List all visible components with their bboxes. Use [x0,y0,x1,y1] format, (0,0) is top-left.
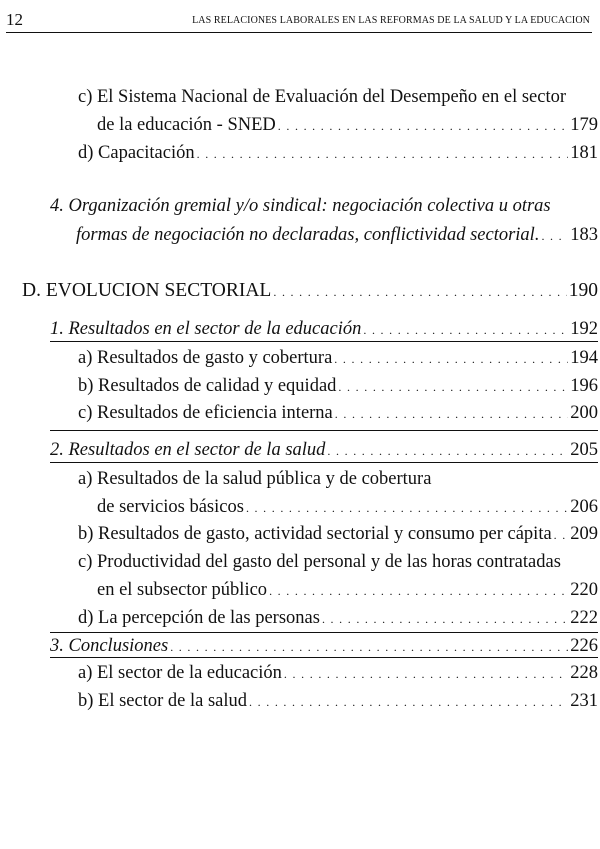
dot-leader [338,374,568,400]
toc-entry-text: a) El sector de la educación [78,663,282,683]
toc-entry-text: b) Resultados de calidad y equidad [78,376,337,396]
running-header [6,10,592,33]
toc-entry-text: c) Resultados de eficiencia interna [78,403,333,423]
dot-leader [335,401,568,427]
toc-page-number: 181 [570,143,598,163]
toc-page-number: 220 [570,580,598,600]
dot-leader [554,522,569,548]
dot-leader [334,346,568,372]
divider-line [50,462,598,463]
running-title: LAS RELACIONES LABORALES EN LAS REFORMAS DE LA SALUD Y LA EDUCACION [192,15,590,26]
toc-page-number: 205 [570,440,598,460]
toc-entry-text: c) Productividad del gasto del personal y de las horas contratadas [78,552,561,572]
toc-page-number: 209 [570,524,598,544]
page-number: 12 [6,10,23,29]
toc-page-number: 192 [570,319,598,339]
dot-leader [322,606,568,632]
toc-entry-text: c) El Sistema Nacional de Evaluación del Desempeño en el sector [78,87,567,107]
toc-entry-text: 3. Conclusiones [50,636,169,656]
toc-page-number: 226 [570,636,598,656]
toc-entry-eficiencia-interna [78,400,598,426]
toc-entry-text: d) Capacitación [78,143,195,163]
toc-entry-percepcion [78,605,598,631]
dot-leader [541,223,568,249]
toc-entry-text: en el subsector público [97,580,268,600]
toc-entry-productividad-line1 [78,549,598,575]
toc-page-number: 206 [570,497,598,517]
toc-page-number: 222 [570,608,598,628]
toc-entry-text: d) La percepción de las personas [78,608,320,628]
dot-leader [249,689,568,715]
toc-entry-organizacion [76,222,598,248]
toc-page-number: 194 [570,348,598,368]
dot-leader [197,141,569,167]
toc-entry-sned [97,112,598,138]
toc-entry-gasto-actividad [78,521,598,547]
toc-entry-text: b) El sector de la salud [78,691,248,711]
toc-entry-sector-educacion [78,660,598,686]
dot-leader [284,661,568,687]
dot-leader [269,578,568,604]
toc-section-evolucion-sectorial [22,278,598,304]
toc-entry-capacitacion [78,140,598,166]
toc-page-number: 231 [570,691,598,711]
dot-leader [327,438,568,464]
toc-entry-resultados-salud [50,437,598,463]
toc-entry-text: b) Resultados de gasto, actividad sectorial y consumo per cápita [78,524,552,544]
toc-entry-sector-salud [78,688,598,714]
toc-entry-text: de servicios básicos [97,497,244,517]
divider-line [50,341,598,342]
toc-entry-text: a) Resultados de la salud pública y de cobertura [78,469,432,489]
toc-page-number: 190 [568,280,598,301]
toc-entry-productividad [97,577,598,603]
toc-page-number: 228 [570,663,598,683]
toc-entry-text: de la educación - SNED [97,115,276,135]
dot-leader [363,317,568,343]
dot-leader [273,279,566,305]
toc-entry-text: 2. Resultados en el sector de la salud [50,440,326,460]
toc-page-number: 196 [570,376,598,396]
toc-entry-gasto-cobertura [78,345,598,371]
toc-entry-calidad-equidad [78,373,598,399]
toc-page-number: 183 [570,225,598,245]
divider-line [50,657,598,658]
toc-entry-salud-publica-line1 [78,466,598,492]
toc-entry-text: formas de negociación no declaradas, conflictividad sectorial. [76,225,540,245]
toc-page-number: 200 [570,403,598,423]
toc-entry-salud-publica [97,494,598,520]
toc-entry-conclusiones [50,633,598,659]
toc-entry-resultados-educacion [50,316,598,342]
toc-page-number: 179 [570,115,598,135]
toc-entry-text: D. EVOLUCION SECTORIAL [22,280,272,301]
divider-line [50,430,598,431]
toc-entry-text: 4. Organización gremial y/o sindical: negociación colectiva u otras [50,196,551,216]
toc-entry-text: 1. Resultados en el sector de la educación [50,319,362,339]
toc-entry-sned-line1 [78,84,598,110]
toc-entry-organizacion-line1 [50,193,598,219]
dot-leader [278,113,568,139]
toc-entry-text: a) Resultados de gasto y cobertura [78,348,333,368]
dot-leader [246,495,568,521]
